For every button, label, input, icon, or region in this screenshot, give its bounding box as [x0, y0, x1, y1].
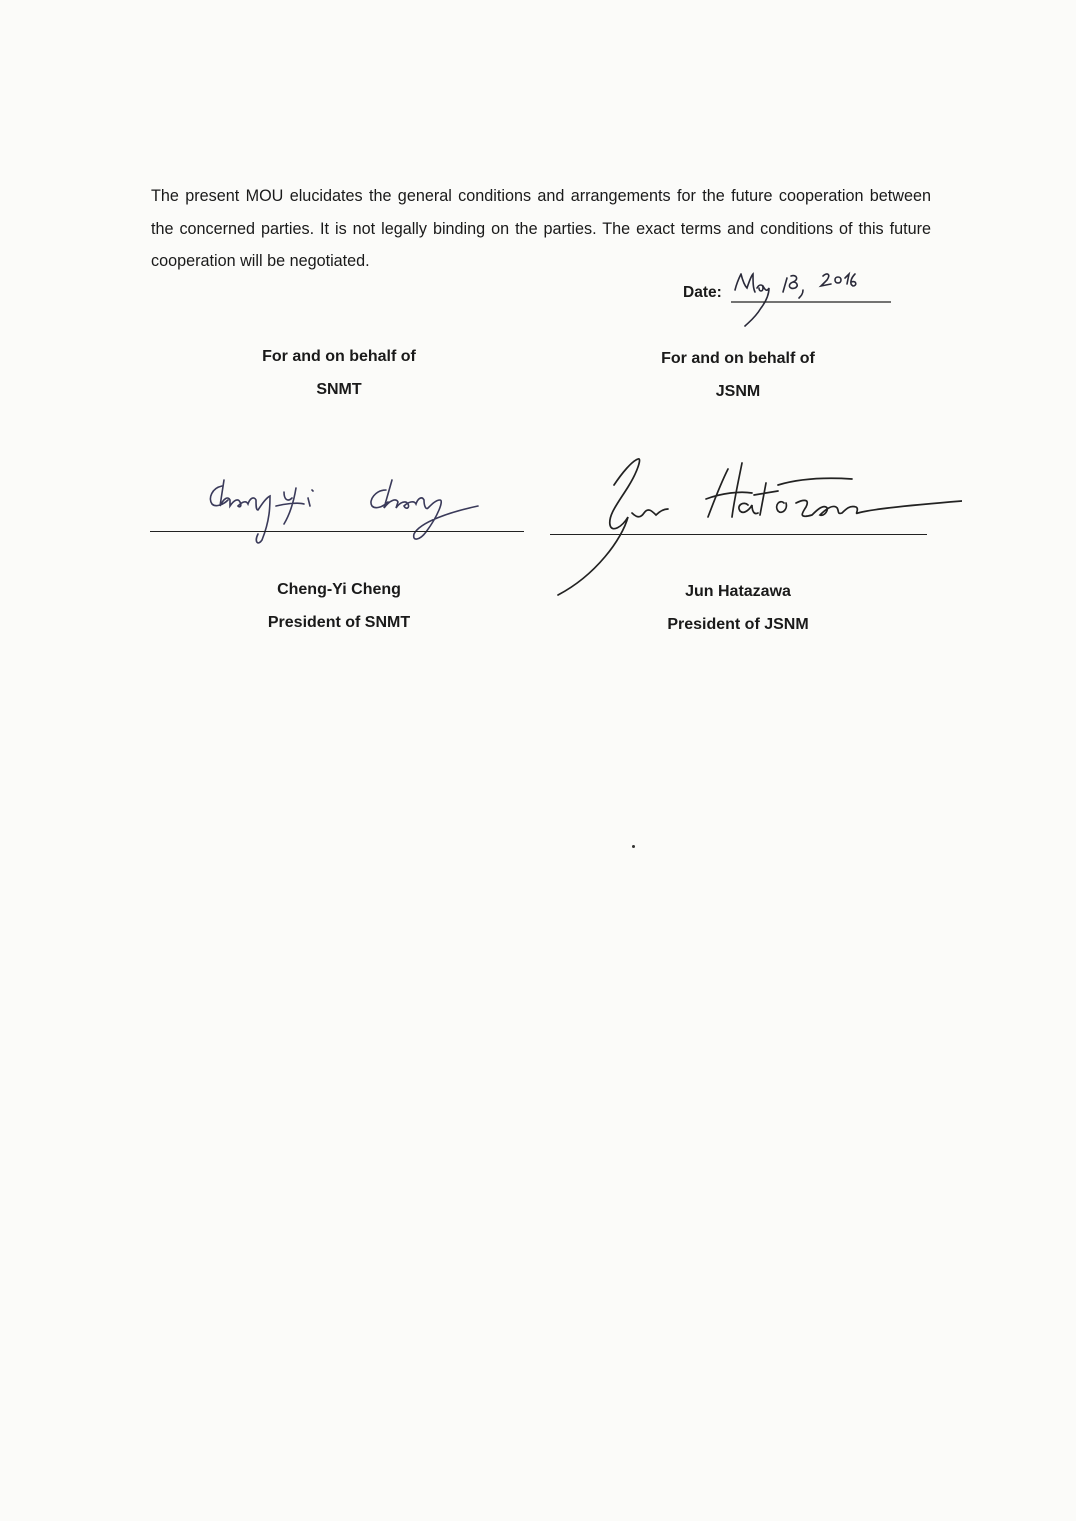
left-signature-line	[150, 531, 524, 532]
paper-speck	[632, 845, 635, 848]
left-signer-title: President of SNMT	[267, 614, 411, 631]
handwritten-date-signature	[731, 268, 891, 332]
right-signer-title: President of JSNM	[667, 616, 809, 633]
right-signer-name: Jun Hatazawa	[685, 583, 791, 600]
left-signer-name: Cheng-Yi Cheng	[277, 581, 401, 598]
mou-paragraph: The present MOU elucidates the general conditions and arrangements for the future cooperation between the concerned parties. It is not legally binding on the parties. The exact terms and conditions of this future cooperation will be negotiated.	[151, 187, 931, 270]
left-organization: SNMT	[316, 381, 362, 398]
date-label: Date:	[683, 284, 722, 301]
right-signature-line	[550, 534, 927, 535]
right-behalf-label: For and on behalf of	[661, 350, 815, 367]
date-row	[683, 268, 893, 308]
right-handwritten-signature	[552, 455, 962, 600]
left-handwritten-signature	[200, 470, 490, 550]
right-organization: JSNM	[715, 383, 761, 400]
left-behalf-label: For and on behalf of	[262, 348, 416, 365]
